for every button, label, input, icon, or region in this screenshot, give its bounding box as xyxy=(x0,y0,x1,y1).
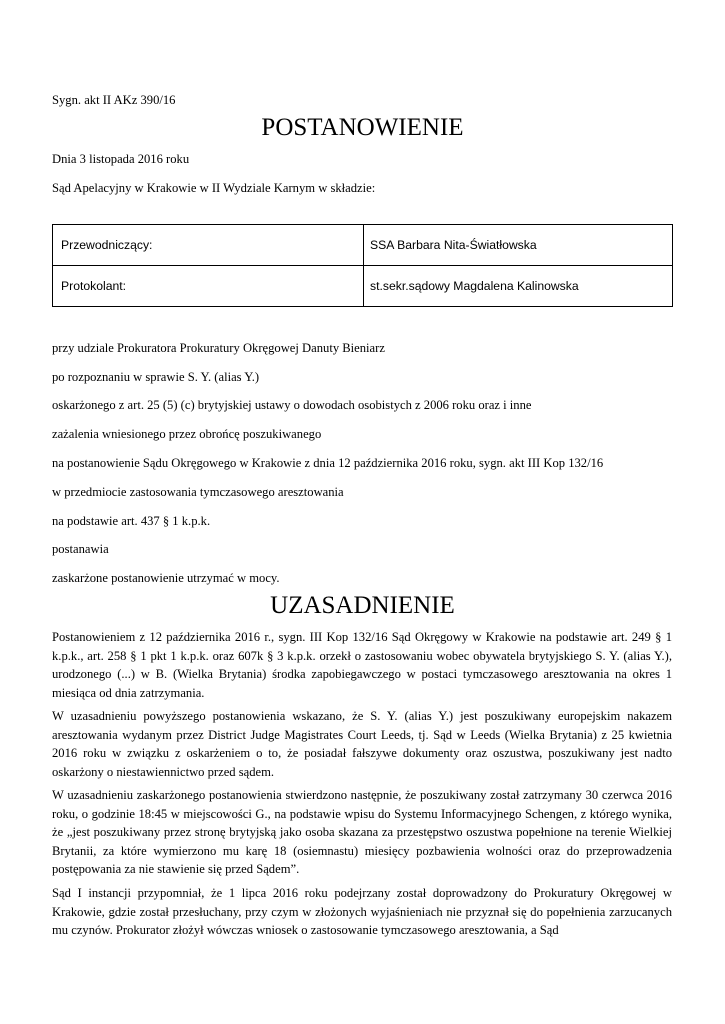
appealed-decision-line: na postanowienie Sądu Okręgowego w Krakowie z dnia 12 października 2016 roku, sygn. akt III Kop 132/16 xyxy=(52,456,604,470)
legal-basis-line: na podstawie art. 437 § 1 k.p.k. xyxy=(52,514,211,528)
presiding-judge-label: Przewodniczący: xyxy=(53,225,364,266)
ruling-line: zaskarżone postanowienie utrzymać w mocy. xyxy=(52,571,280,585)
justification-paragraph: W uzasadnieniu powyższego postanowienia wskazano, że S. Y. (alias Y.) jest poszukiwany europejskim nakazem aresztowania wydanym przez District Judge Magistrates Court Leeds, tj. Sąd w Leeds (Wielka Brytania) z 25 kwietnia 2016 roku w związku z oskarżeniem o to, że posiadał fałszywe dokumenty oraz oszustwa, poszukiwany jest nadto oskarżony o niestawiennictwo przed sądem. xyxy=(52,709,672,779)
justification-paragraph: Sąd I instancji przypomniał, że 1 lipca 2016 roku podejrzany został doprowadzony do Prokuratury Okręgowej w Krakowie, gdzie został przesłuchany, przy czym w złożonych wyjaśnieniach nie przyznał się do popełnienia zarzucanych mu czynów. Prokurator złożył wówczas wniosek o zastosowanie tymczasowego aresztowania, a Sąd xyxy=(52,886,672,937)
justification-paragraph: Postanowieniem z 12 października 2016 r., sygn. III Kop 132/16 Sąd Okręgowy w Krakowie na podstawie art. 249 § 1 k.p.k., art. 258 § 1 pkt 1 k.p.k. oraz 607k § 3 k.p.k. orzekł o zastosowaniu wobec obywatela brytyjskiego S. Y. (alias Y.), urodzonego (...) w B. (Wielka Brytania) środka zapobiegawczego w postaci tymczasowego aresztowania na okres 1 miesiąca od dnia zatrzymania. xyxy=(52,630,672,700)
composition-table xyxy=(52,224,673,307)
court-clerk-name: st.sekr.sądowy Magdalena Kalinowska xyxy=(364,266,673,307)
subject-matter-line: w przedmiocie zastosowania tymczasowego aresztowania xyxy=(52,485,344,499)
justification-title: UZASADNIENIE xyxy=(270,592,455,619)
table-row xyxy=(53,225,673,266)
justification-paragraph: W uzasadnieniu zaskarżonego postanowienia stwierdzono następnie, że poszukiwany został zatrzymany 30 czerwca 2016 roku, o godzinie 18:45 w miejscowości G., na podstawie wpisu do Systemu Informacyjnego Schengen, z którego wynika, że „jest poszukiwany przez stronę brytyjską jako osoba skazana za przestępstwo oszustwa popełnione na terenie Wielkiej Brytanii, za które wymierzono mu karę 18 (osiemnastu) miesięcy pozbawienia wolności oraz do przeprowadzenia postępowania za nie stawienie się przed Sądem”. xyxy=(52,788,672,876)
presiding-judge-name: SSA Barbara Nita-Światłowska xyxy=(364,225,673,266)
prosecutor-line: przy udziale Prokuratora Prokuratury Okręgowej Danuty Bieniarz xyxy=(52,341,385,355)
document-date: Dnia 3 listopada 2016 roku xyxy=(52,152,190,166)
complaint-line: zażalenia wniesionego przez obrońcę poszukiwanego xyxy=(52,427,322,441)
court-composition-intro: Sąd Apelacyjny w Krakowie w II Wydziale Karnym w składzie: xyxy=(52,181,376,195)
court-clerk-label: Protokolant: xyxy=(53,266,364,307)
case-number: Sygn. akt II AKz 390/16 xyxy=(52,93,176,107)
charge-line: oskarżonego z art. 25 (5) (c) brytyjskiej ustawy o dowodach osobistych z 2006 roku oraz i inne xyxy=(52,398,532,412)
decides-line: postanawia xyxy=(52,542,109,556)
case-subject-line: po rozpoznaniu w sprawie S. Y. (alias Y.) xyxy=(52,370,260,384)
document-title: POSTANOWIENIE xyxy=(261,114,464,141)
table-row xyxy=(53,266,673,307)
